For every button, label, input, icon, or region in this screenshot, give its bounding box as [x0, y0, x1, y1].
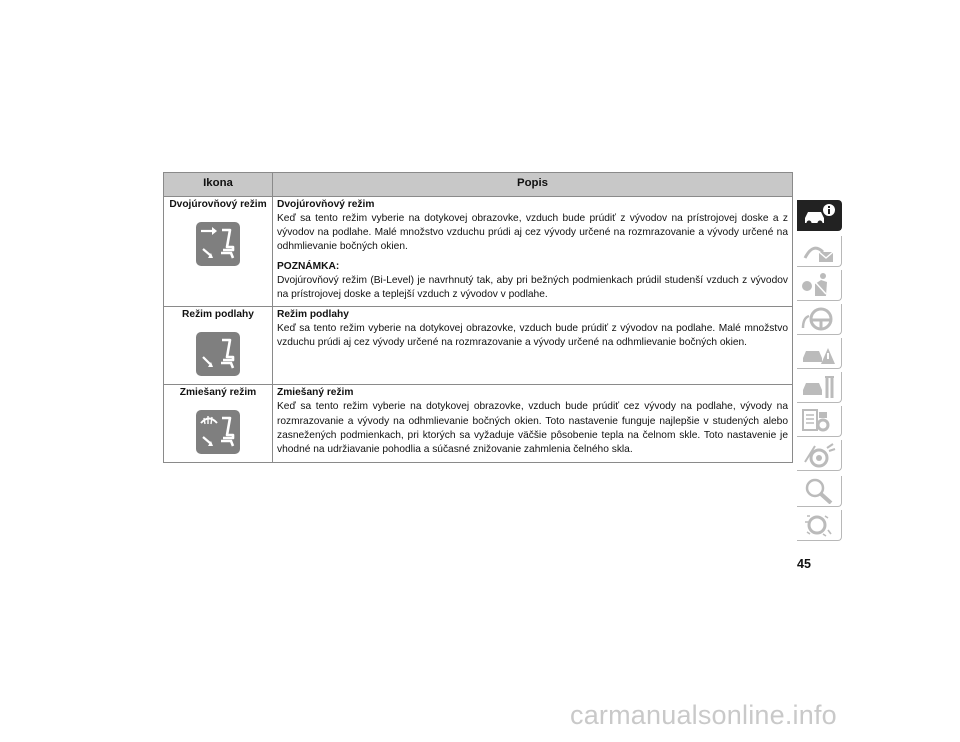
languages-icon — [801, 512, 837, 538]
header-icon: Ikona — [164, 173, 273, 197]
description-cell — [273, 385, 793, 463]
header-description: Popis — [273, 173, 793, 197]
magnifier-index-icon — [801, 478, 837, 504]
icon-label: Dvojúrovňový režim — [169, 198, 267, 210]
tab-car-service[interactable] — [797, 372, 842, 403]
multimedia-icon — [801, 442, 837, 468]
icon-label: Režim podlahy — [182, 309, 254, 321]
tab-roadside-emergency[interactable] — [797, 338, 842, 369]
tab-multimedia[interactable] — [797, 440, 842, 471]
tab-dashboard-warning[interactable] — [797, 236, 842, 267]
description-text: Keď sa tento režim vyberie na dotykovej obrazovke, vzduch bude prúdiť cez vývody na podlahe, vývody na rozmrazovanie a vývody na odhmlievanie bočných okien. Toto nastavenie funguje najlepšie v studených alebo zasnežených podmienkach, pri ktorých sa vyžaduje väčšie pôsobenie tepla na čelnom skle. Toto nastavenie je vhodné na udržiavanie pohodlia a súčasné znižovanie zahmlenia čelného skla. — [277, 401, 788, 455]
tab-index[interactable] — [797, 476, 842, 507]
roadside-emergency-icon — [801, 340, 837, 366]
climate-mode-table — [163, 172, 793, 463]
watermark: carmanualsonline.info — [570, 700, 837, 730]
table-row — [164, 307, 793, 385]
seatbelt-airbag-icon — [801, 272, 837, 298]
specifications-list-icon — [801, 408, 837, 434]
table-row — [164, 385, 793, 463]
mix-mode-icon — [196, 410, 240, 454]
description-title: Zmiešaný režim — [277, 387, 354, 399]
description-text: Keď sa tento režim vyberie na dotykovej obrazovke, vzduch bude prúdiť z vývodov na prístrojovej doske a z vývodov na podlahe. Malé množstvo vzduchu prúdi aj cez vývody určené na rozmrazovanie a vývody určené na odhmlievanie bočných okien. — [277, 212, 788, 252]
tab-steering[interactable] — [797, 304, 842, 335]
note-title: POZNÁMKA: — [277, 261, 340, 273]
description-cell — [273, 196, 793, 307]
icon-cell — [164, 307, 273, 385]
note-text: Dvojúrovňový režim (Bi-Level) je navrhnutý tak, aby pri bežných podmienkach prúdil studenší vzduch z vývodov na prístrojovej doske a teplejší vzduch z vývodov v podlahe. — [277, 275, 788, 301]
floor-mode-icon — [196, 332, 240, 376]
car-info-icon — [801, 202, 837, 228]
table-row — [164, 196, 793, 307]
description-title: Dvojúrovňový režim — [277, 198, 375, 210]
description-title: Režim podlahy — [277, 309, 349, 321]
bilevel-mode-icon — [196, 222, 240, 266]
tab-specifications[interactable] — [797, 406, 842, 437]
tab-seatbelt-airbag[interactable] — [797, 270, 842, 301]
car-service-tools-icon — [801, 374, 837, 400]
icon-cell — [164, 385, 273, 463]
page-number: 45 — [797, 557, 811, 571]
icon-cell — [164, 196, 273, 307]
icon-label: Zmiešaný režim — [179, 387, 257, 399]
tab-car-info[interactable] — [797, 200, 842, 231]
dashboard-warning-icon — [801, 238, 837, 264]
steering-wheel-icon — [801, 306, 837, 332]
description-cell — [273, 307, 793, 385]
description-text: Keď sa tento režim vyberie na dotykovej obrazovke, vzduch bude prúdiť z vývodov na podlahe. Malé množstvo vzduchu prúdi aj cez vývody určené na rozmrazovanie a vývody určené na odhmlievanie bočných okien. — [277, 323, 788, 349]
table-header-row — [164, 173, 793, 197]
tab-languages[interactable] — [797, 510, 842, 541]
